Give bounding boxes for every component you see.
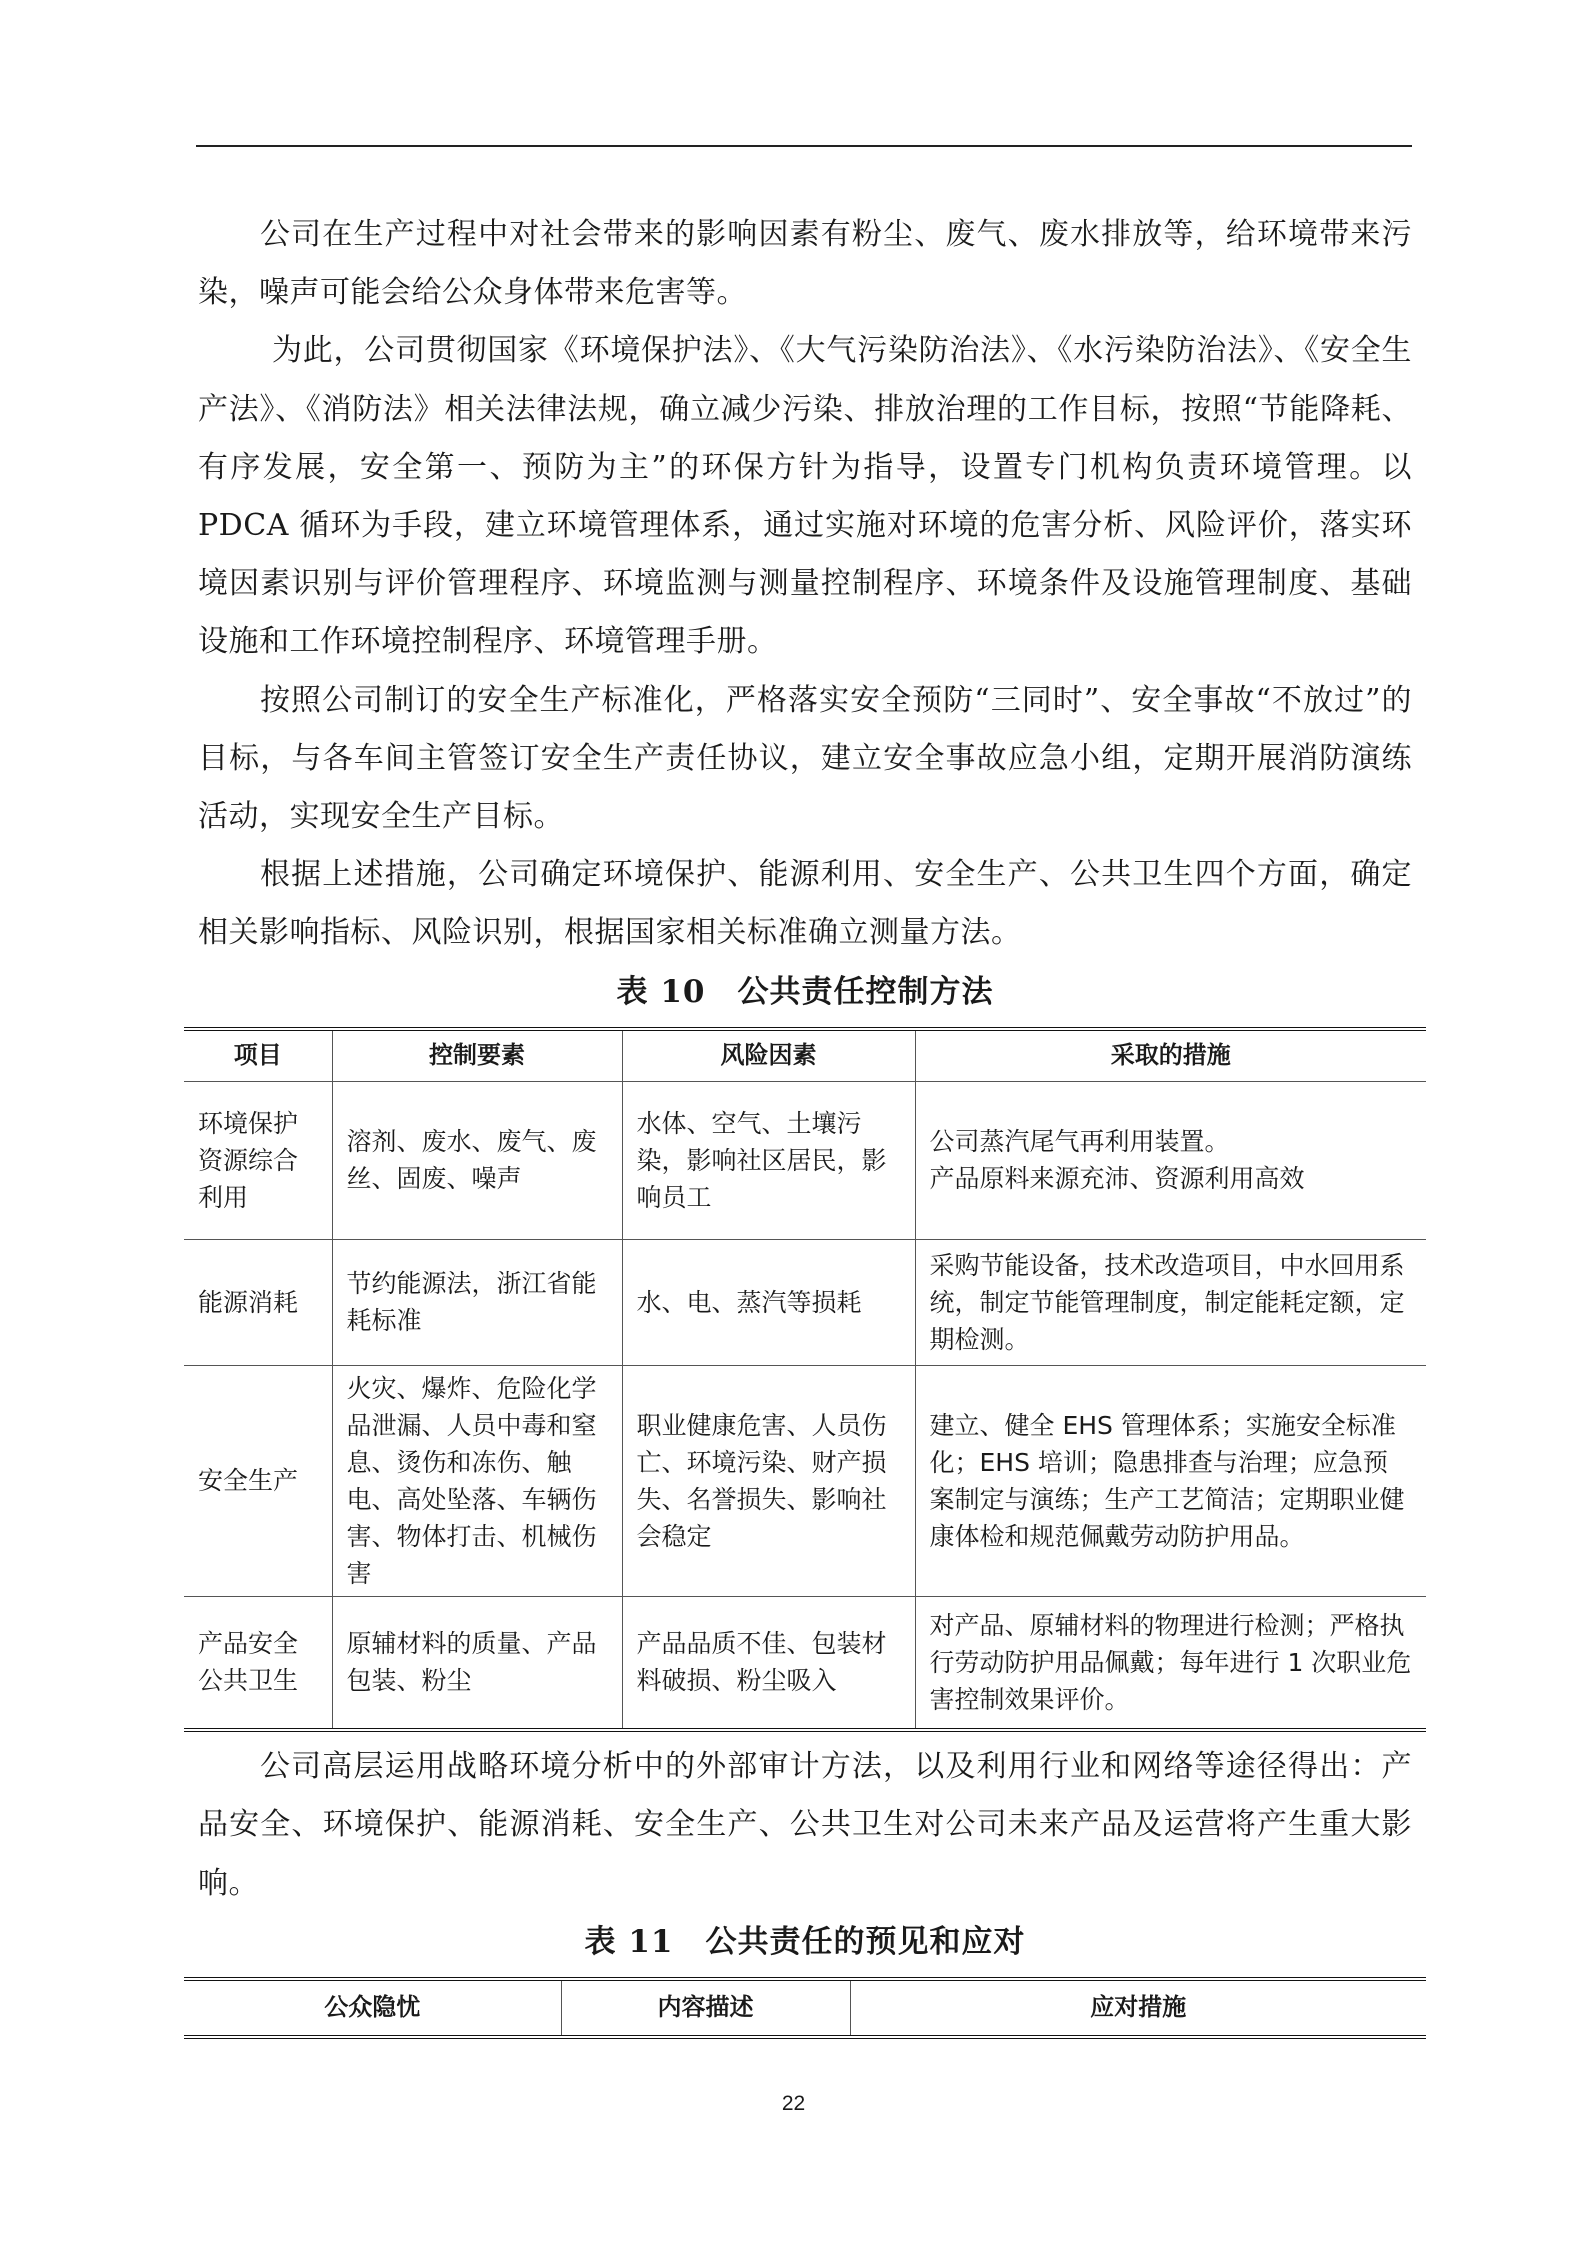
table11-caption: 表 11 公共责任的预见和应对 [584, 1923, 1026, 1960]
table10-cell-measures: 建立、健全 EHS 管理体系；实施安全标准化；EHS 培训；隐患排查与治理；应急预案制定与演练；生产工艺简洁；定期职业健康体检和规范佩戴劳动防护用品。 [915, 1365, 1426, 1596]
measure-line: 产品原料来源充沛、资源利用高效 [929, 1164, 1305, 1194]
table10-cell-measures [915, 1081, 1426, 1239]
table10-cell-factors: 原辅材料的质量、产品包装、粉尘 [332, 1596, 622, 1730]
page-number: 22 [781, 2092, 806, 2115]
paragraph-impact: 公司在生产过程中对社会带来的影响因素有粉尘、废气、废水排放等，给环境带来污染，噪声可能会给公众身体带来危害等。 [198, 217, 1412, 311]
table11 [184, 1977, 1426, 2039]
paragraph-laws: 为此，公司贯彻国家《环境保护法》、《大气污染防治法》、《水污染防治法》、《安全生产法》、《消防法》相关法律法规，确立减少污染、排放治理的工作目标，按照“节能降耗、有序发展，安全第一、预防为主”的环保方针为指导，设置专门机构负责环境管理。以 PDCA 循环为手段，建立环境管理体系，通过实施对环境的危害分析、风险评价，落实环境因素识别与评价管理程序、环境监测与测量控制程序、环境条件及设施管理制度、基础设施和工作环境控制程序、环境管理手册。 [198, 333, 1412, 660]
header-rule [196, 145, 1412, 147]
paragraph-outlook: 公司高层运用战略环境分析中的外部审计方法，以及利用行业和网络等途径得出：产品安全、环境保护、能源消耗、安全生产、公共卫生对公司未来产品及运营将产生重大影响。 [198, 1749, 1412, 1901]
table-row [184, 1596, 1426, 1730]
table10-cell-risks: 产品品质不佳、包装材料破损、粉尘吸入 [622, 1596, 915, 1730]
paragraph-measures: 根据上述措施，公司确定环境保护、能源利用、安全生产、公共卫生四个方面，确定相关影响指标、风险识别，根据国家相关标准确立测量方法。 [198, 857, 1412, 951]
table11-header-concern: 公众隐忧 [184, 1979, 561, 2037]
paragraph-safety: 按照公司制订的安全生产标准化，严格落实安全预防“三同时”、安全事故“不放过”的目标，与各车间主管签订安全生产责任协议，建立安全事故应急小组，定期开展消防演练活动，实现安全生产目标。 [198, 682, 1412, 835]
table10-header-item: 项目 [184, 1029, 332, 1082]
table-row [184, 1239, 1426, 1365]
table10-cell-risks: 职业健康危害、人员伤亡、环境污染、财产损失、名誉损失、影响社会稳定 [622, 1365, 915, 1596]
table10-header-factors: 控制要素 [332, 1029, 622, 1082]
table10-cell-measures: 对产品、原辅材料的物理进行检测；严格执行劳动防护用品佩戴；每年进行 1 次职业危害控制效果评价。 [915, 1596, 1426, 1730]
table10-header-measures: 采取的措施 [915, 1029, 1426, 1082]
measure-line: 公司蒸汽尾气再利用装置。 [929, 1127, 1230, 1157]
table10-cell-item: 能源消耗 [184, 1239, 332, 1365]
table10-header-risks: 风险因素 [622, 1029, 915, 1082]
table10-cell-measures: 采购节能设备，技术改造项目，中水回用系统，制定节能管理制度，制定能耗定额，定期检测。 [915, 1239, 1426, 1365]
table10-caption: 表 10 公共责任控制方法 [616, 973, 994, 1010]
table10-header-row [184, 1029, 1426, 1082]
table10-cell-item: 安全生产 [184, 1365, 332, 1596]
page-body [198, 206, 1412, 2039]
table10-cell-risks: 水体、空气、土壤污染，影响社区居民，影响员工 [622, 1081, 915, 1239]
table10 [184, 1027, 1426, 1733]
table10-cell-factors: 节约能源法，浙江省能耗标准 [332, 1239, 622, 1365]
table10-cell-item: 产品安全公共卫生 [184, 1596, 332, 1730]
table10-cell-risks: 水、电、蒸汽等损耗 [622, 1239, 915, 1365]
table11-header-description: 内容描述 [561, 1979, 850, 2037]
table11-header-row [184, 1979, 1426, 2037]
table10-cell-factors: 火灾、爆炸、危险化学品泄漏、人员中毒和窒息、烫伤和冻伤、触电、高处坠落、车辆伤害、物体打击、机械伤害 [332, 1365, 622, 1596]
table10-cell-factors: 溶剂、废水、废气、废丝、固废、噪声 [332, 1081, 622, 1239]
table11-header-response: 应对措施 [850, 1979, 1426, 2037]
table-row [184, 1365, 1426, 1596]
table10-cell-item: 环境保护资源综合利用 [184, 1081, 332, 1239]
table-row [184, 1081, 1426, 1239]
